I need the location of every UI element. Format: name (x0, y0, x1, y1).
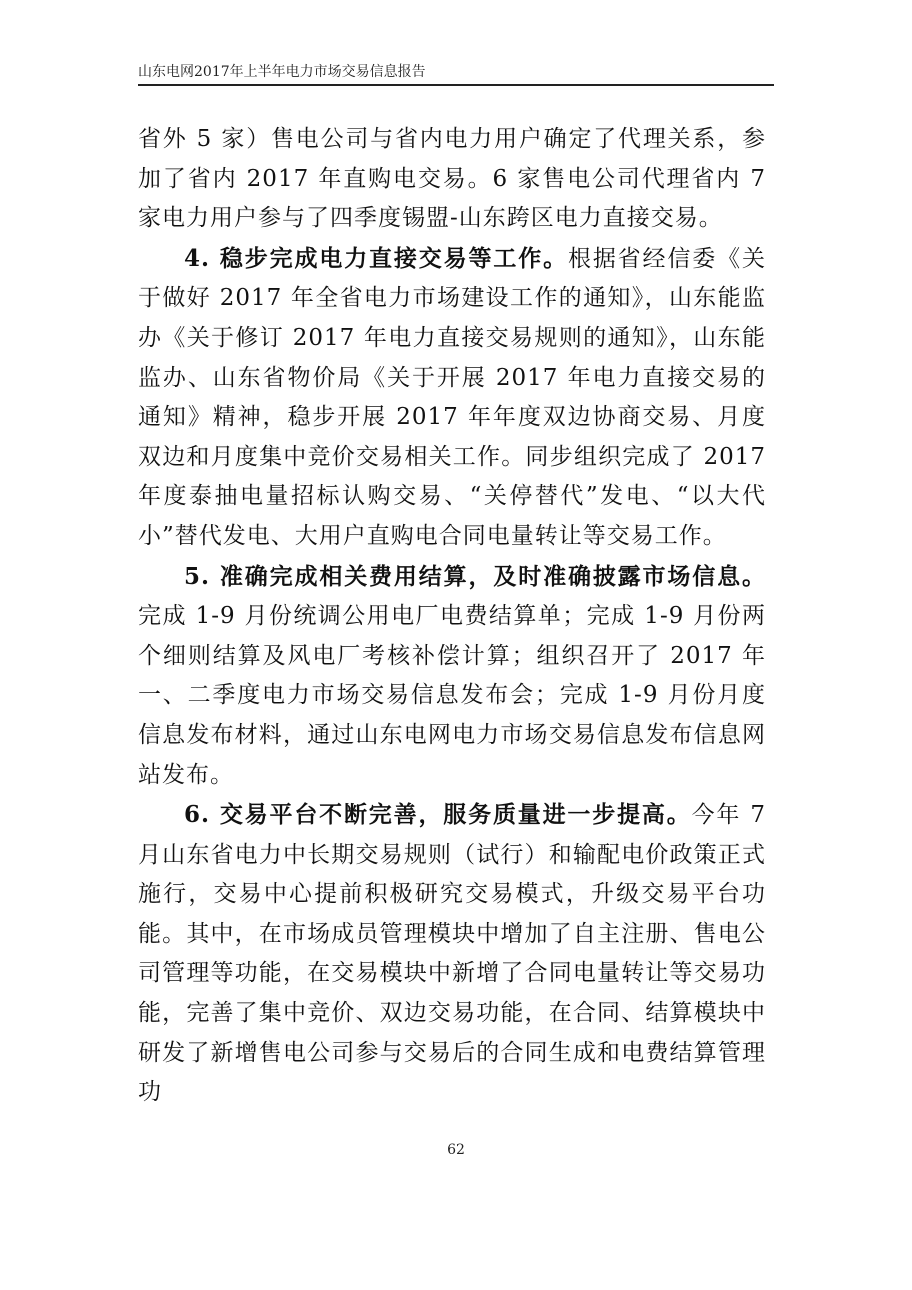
paragraph-1: 省外 5 家）售电公司与省内电力用户确定了代理关系，参加了省内 2017 年直购电交易。6 家售电公司代理省内 7 家电力用户参与了四季度锡盟-山东跨区电力直接交易。 (138, 126, 766, 232)
header-divider (138, 84, 774, 86)
paragraph-2-body: 根据省经信委《关于做好 2017 年全省电力市场建设工作的通知》，山东能监办《关于修订 2017 年电力直接交易规则的通知》，山东能监办、山东省物价局《关于开展 2017 年电力直接交易的通知》精神，稳步开展 2017 年年度双边协商交易、月度双边和月度集中竞价交易相关工作。同步组织完成了 2017 年度泰抽电量招标认购交易、“关停替代”发电、“以大代小”替代发电、大用户直购电合同电量转让等交易工作。 (138, 245, 766, 549)
paragraph-3-body: 完成 1-9 月份统调公用电厂电费结算单；完成 1-9 月份两个细则结算及风电厂考核补偿计算；组织召开了 2017 年一、二季度电力市场交易信息发布会；完成 1-9 月份月度信息发布材料，通过山东电网电力市场交易信息发布信息网站发布。 (138, 603, 766, 788)
page-number: 62 (447, 1142, 465, 1158)
paragraph-2 (138, 239, 766, 557)
document-body (138, 120, 766, 1113)
paragraph-3 (138, 557, 766, 796)
paragraph-4-body: 今年 7 月山东省电力中长期交易规则（试行）和输配电价政策正式施行，交易中心提前积极研究交易模式，升级交易平台功能。其中，在市场成员管理模块中增加了自主注册、售电公司管理等功能，在交易模块中新增了合同电量转让等交易功能，完善了集中竞价、双边交易功能，在合同、结算模块中研发了新增售电公司参与交易后的合同生成和电费结算管理功 (138, 802, 766, 1106)
paragraph-4-heading: 6. 交易平台不断完善，服务质量进一步提高。 (184, 801, 692, 829)
running-header: 山东电网2017年上半年电力市场交易信息报告 (138, 64, 426, 80)
paragraph-3-heading: 5. 准确完成相关费用结算，及时准确披露市场信息。 (184, 562, 766, 590)
paragraph-2-heading: 4. 稳步完成电力直接交易等工作。 (184, 244, 568, 272)
paragraph-4 (138, 795, 766, 1113)
